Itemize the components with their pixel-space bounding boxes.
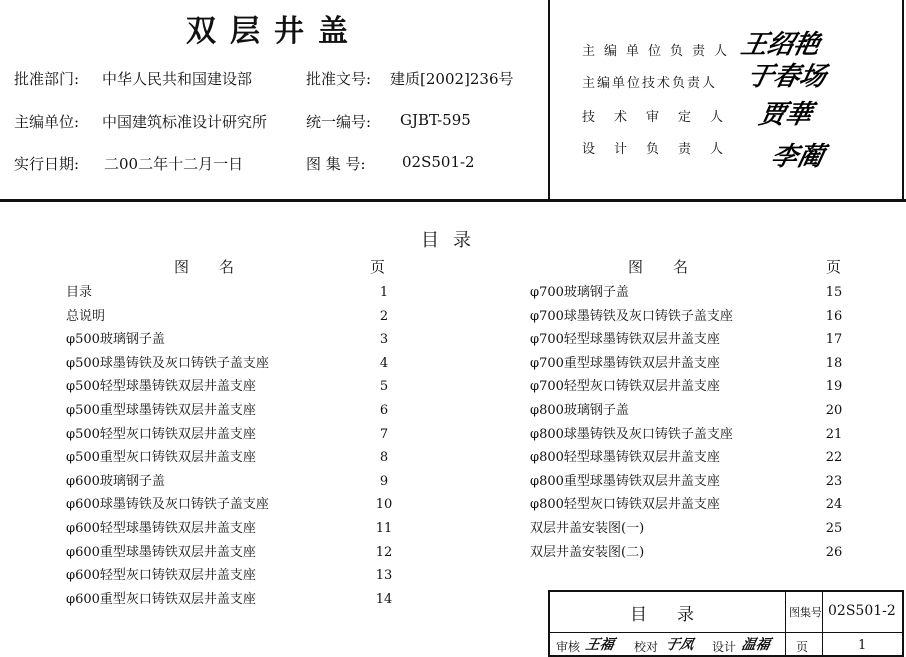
signoff-role-1: 主编单位负责人 — [582, 44, 737, 59]
tb-page-no: 1 — [858, 638, 867, 653]
toc-entry-name: 双层井盖安装图(一) — [530, 521, 645, 536]
tb-mid — [548, 632, 904, 633]
unified-no-label: 统一编号: — [306, 113, 372, 131]
editor-unit: 中国建筑标准设计研究所 — [102, 113, 268, 131]
header-right-border — [902, 0, 904, 200]
tb-drawing-title: 目录 — [630, 605, 724, 625]
toc-entry-name: φ800轻型球墨铸铁双层井盖支座 — [530, 450, 720, 466]
tb-atlas-label: 图集号 — [789, 606, 822, 619]
signoff-role-2: 主编单位技术负责人 — [582, 76, 718, 91]
tb-right — [902, 590, 904, 657]
toc-entry-name: φ800玻璃钢子盖 — [530, 403, 629, 418]
atlas-no-label: 图 集 号: — [306, 155, 366, 173]
tb-check-sig: 于凤 — [664, 637, 696, 653]
toc-entry-name: φ500重型球墨铸铁双层井盖支座 — [66, 403, 256, 418]
unified-no: GJBT-595 — [400, 111, 471, 129]
toc-right-name-header: 图名 — [628, 258, 719, 276]
toc-entry-name: φ700轻型灰口铸铁双层井盖支座 — [530, 379, 720, 395]
toc-entry-name: φ600轻型灰口铸铁双层井盖支座 — [66, 568, 256, 584]
toc-entry-name: φ700重型球墨铸铁双层井盖支座 — [530, 355, 720, 371]
toc-entry-page: 16 — [825, 308, 843, 324]
header-bottom-rule — [0, 199, 906, 202]
tb-review-label: 审核 — [556, 640, 581, 654]
signature-2: 于春场 — [744, 62, 829, 92]
tb-top — [548, 590, 904, 592]
tb-check-label: 校对 — [634, 640, 659, 654]
toc-entry-page: 19 — [825, 379, 843, 395]
toc-entry-page: 6 — [379, 403, 389, 418]
tb-v2 — [822, 590, 823, 657]
toc-entry-page: 9 — [379, 473, 389, 489]
tb-atlas-no: 02S501-2 — [828, 603, 896, 619]
toc-entry-page: 21 — [825, 426, 843, 442]
toc-entry-name: φ800重型球墨铸铁双层井盖支座 — [530, 473, 720, 489]
toc-entry-name: φ700球墨铸铁及灰口铸铁子盖支座 — [530, 308, 733, 324]
signature-3: 贾華 — [756, 100, 815, 130]
toc-entry-name: φ500球墨铸铁及灰口铸铁子盖支座 — [66, 355, 269, 371]
signoff-role-4: 设计负责人 — [582, 142, 743, 157]
toc-entry-page: 26 — [825, 544, 843, 560]
toc-entry-page: 25 — [825, 521, 843, 536]
header-divider — [548, 0, 550, 200]
toc-entry-name: φ600玻璃钢子盖 — [66, 473, 165, 489]
toc-entry-page: 23 — [825, 473, 843, 489]
toc-entry-name: φ500玻璃钢子盖 — [66, 332, 165, 348]
signature-4: 李蔺 — [768, 142, 827, 172]
toc-entry-name: φ500轻型球墨铸铁双层井盖支座 — [66, 379, 256, 395]
toc-entry-name: φ600轻型球墨铸铁双层井盖支座 — [66, 521, 256, 536]
toc-entry-page: 24 — [825, 497, 843, 513]
toc-entry-name: φ500重型灰口铸铁双层井盖支座 — [66, 450, 256, 466]
toc-entry-page: 12 — [375, 544, 393, 560]
toc-entry-page: 14 — [375, 591, 393, 607]
toc-entry-name: φ600球墨铸铁及灰口铸铁子盖支座 — [66, 497, 269, 513]
toc-entry-name: φ800球墨铸铁及灰口铸铁子盖支座 — [530, 426, 733, 442]
tb-v1 — [785, 590, 786, 657]
toc-entry-page: 11 — [375, 521, 393, 536]
toc-entry-name: φ600重型灰口铸铁双层井盖支座 — [66, 591, 256, 607]
approval-doc: 建质[2002]236号 — [390, 70, 514, 88]
toc-left-name-header: 图名 — [174, 258, 265, 276]
toc-entry-page: 1 — [379, 285, 389, 300]
effective-date-label: 实行日期: — [14, 155, 80, 173]
toc-title: 目录 — [421, 230, 485, 251]
toc-entry-page: 10 — [375, 497, 393, 513]
toc-entry-page: 20 — [825, 403, 843, 418]
approval-doc-label: 批准文号: — [306, 70, 372, 88]
toc-entry-page: 22 — [825, 450, 843, 466]
atlas-no: 02S501-2 — [402, 153, 475, 171]
toc-entry-page: 13 — [375, 568, 393, 584]
toc-right-page-header: 页 — [826, 258, 842, 276]
toc-entry-page: 3 — [379, 332, 389, 348]
effective-date: 二00二年十二月一日 — [104, 155, 244, 173]
toc-entry-page: 18 — [825, 355, 843, 371]
toc-entry-page: 15 — [825, 285, 843, 300]
toc-entry-name: 双层井盖安装图(二) — [530, 544, 645, 560]
tb-page-label: 页 — [796, 640, 809, 654]
toc-entry-name: φ800轻型灰口铸铁双层井盖支座 — [530, 497, 720, 513]
editor-unit-label: 主编单位: — [14, 113, 80, 131]
toc-entry-page: 2 — [379, 308, 389, 324]
toc-entry-page: 8 — [379, 450, 389, 466]
toc-entry-name: 总说明 — [66, 308, 106, 324]
toc-entry-name: 目录 — [66, 285, 93, 300]
toc-entry-page: 4 — [379, 355, 389, 371]
toc-entry-page: 7 — [379, 426, 389, 442]
signoff-role-3: 技术审定人 — [582, 110, 743, 125]
tb-design-label: 设计 — [712, 640, 737, 654]
toc-entry-name: φ600重型球墨铸铁双层井盖支座 — [66, 544, 256, 560]
toc-entry-page: 17 — [825, 332, 843, 348]
toc-entry-name: φ500轻型灰口铸铁双层井盖支座 — [66, 426, 256, 442]
tb-design-sig: 温福 — [740, 637, 772, 653]
approval-dept-label: 批准部门: — [14, 70, 80, 88]
tb-left — [548, 590, 550, 657]
tb-review-sig: 王福 — [584, 637, 616, 653]
approval-dept: 中华人民共和国建设部 — [102, 70, 253, 88]
toc-entry-name: φ700轻型球墨铸铁双层井盖支座 — [530, 332, 720, 348]
signature-1: 王绍艳 — [738, 30, 823, 60]
document-title: 双层井盖 — [186, 14, 362, 49]
toc-entry-page: 5 — [379, 379, 389, 395]
toc-left-page-header: 页 — [370, 258, 386, 276]
toc-entry-name: φ700玻璃钢子盖 — [530, 285, 629, 300]
